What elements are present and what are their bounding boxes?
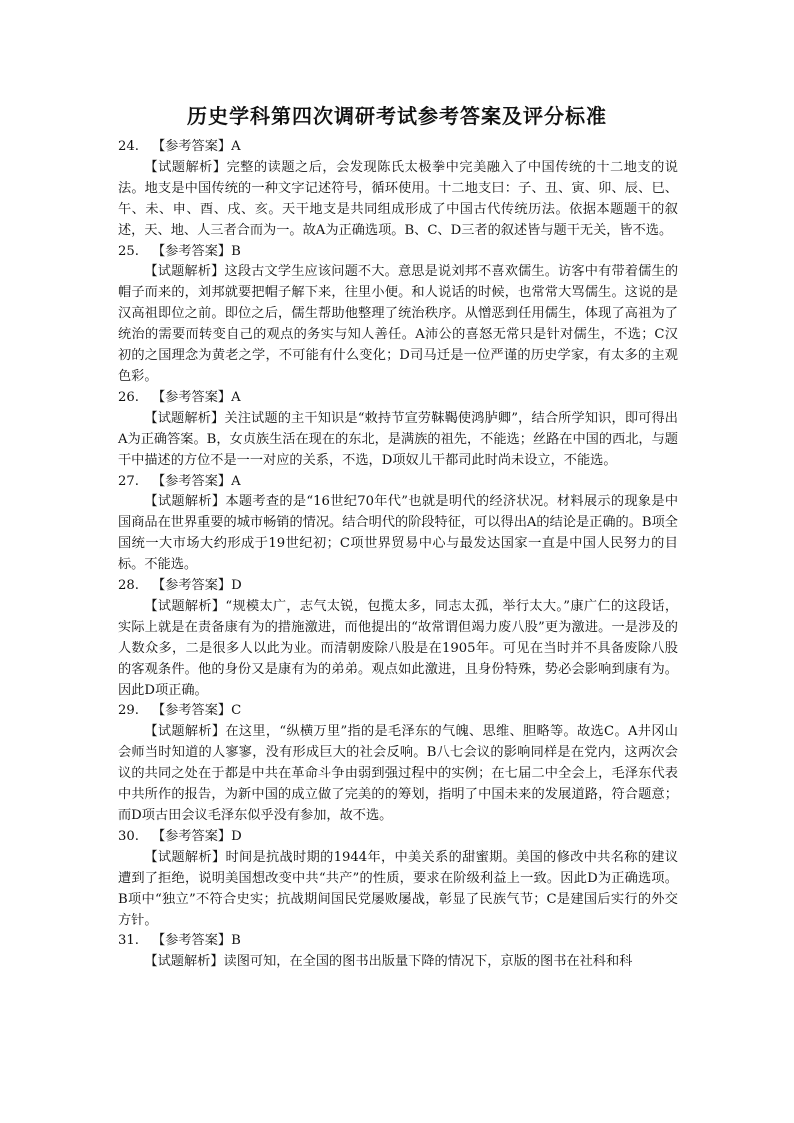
analysis-label: 【试题解析】 xyxy=(144,724,226,740)
question-number: 25. xyxy=(118,243,139,259)
analysis-label: 【试题解析】 xyxy=(144,494,226,510)
question-number: 30. xyxy=(118,828,139,844)
analysis-text: 本题考查的是“16世纪70年代”也就是明代的经济状况。材料展示的现象是中国商品在世界重要的城市畅销的情况。结合明代的阶段特征，可以得出A的结论是正确的。B项全国统一大市场大约形成于19世纪初；C项世界贸易中心与最发达国家一直是中国人民努力的目标。不能选。 xyxy=(118,494,679,573)
answer-label: 【参考答案】 xyxy=(152,243,232,259)
analysis-label: 【试题解析】 xyxy=(144,159,227,175)
analysis-label: 【试题解析】 xyxy=(144,410,225,426)
answer-label: 【参考答案】 xyxy=(152,473,232,489)
answer-list xyxy=(118,137,678,973)
answer-value: B xyxy=(231,933,241,949)
answer-value: A xyxy=(231,473,241,489)
answer-label: 【参考答案】 xyxy=(152,139,232,154)
answer-label: 【参考答案】 xyxy=(152,828,232,844)
page-title: 历史学科第四次调研考试参考答案及评分标准 xyxy=(187,104,607,128)
question-number: 28. xyxy=(118,578,139,594)
question-29 xyxy=(118,701,678,826)
analysis-label: 【试题解析】 xyxy=(144,849,226,865)
question-number: 31. xyxy=(118,933,139,949)
answer-value: D xyxy=(231,828,242,844)
question-number: 27. xyxy=(118,473,139,489)
analysis-text: 完整的读题之后，会发现陈氏太极拳中完美融入了中国传统的十二地支的说法。地支是中国传统的一种文字记述符号，循环使用。十二地支曰：子、丑、寅、卯、辰、巳、午、未、申、酉、戌、亥。天干地支是共同组成形成了中国古代传统历法。依据本题题干的叙述，天、地、人三者合而为一。故A为正确选项。B、C、D三者的叙述皆与题干无关，皆不选。 xyxy=(118,159,678,238)
question-30 xyxy=(118,827,678,932)
question-number: 26. xyxy=(118,389,139,405)
analysis-label: 【试题解析】 xyxy=(144,264,225,280)
answer-label: 【参考答案】 xyxy=(152,703,232,719)
analysis-text: 读图可知，在全国的图书出版量下降的情况下，京版的图书在社科和科 xyxy=(223,954,633,970)
analysis-label: 【试题解析】 xyxy=(144,598,226,614)
question-26 xyxy=(118,388,678,472)
answer-value: A xyxy=(231,139,241,154)
answer-value: C xyxy=(231,703,242,719)
analysis-label: 【试题解析】 xyxy=(144,954,224,970)
analysis-text: 这段古文学生应该问题不大。意思是说刘邦不喜欢儒生。访客中有带着儒生的帽子而来的，刘邦就要把帽子解下来，往里小便。和人说话的时候，也常常大骂儒生。这说的是汉高祖即位之前。即位之后，儒生帮助他整理了统治秩序。从憎恶到任用儒生，体现了高祖为了统治的需要而转变自己的观点的务实与知人善任。A沛公的喜怒无常只是针对儒生，不选；C汉初的之国理念为黄老之学，不可能有什么变化；D司马迁是一位严谨的历史学家，有太多的主观色彩。 xyxy=(118,264,679,384)
answer-value: D xyxy=(231,578,242,594)
analysis-text: 关注试题的主干知识是“敕持节宣劳靺鞨使鸿胪卿”，结合所学知识，即可得出A为正确答案。B，女贞族生活在现在的东北，是满族的祖先，不能选；丝路在中国的西北，与题干中描述的方位不是一一对应的关系，不选，D项奴儿干都司此时尚未设立，不能选。 xyxy=(118,410,678,468)
analysis-text: “规模太广，志气太锐，包揽太多，同志太孤，举行太大。”康广仁的这段话，实际上就是在责备康有为的措施激进，而他提出的“故常谓但竭力废八股”更为激进。一是涉及的人数众多，二是很多人以此为业。而清朝废除八股是在1905年。可见在当时并不具备废除八股的客观条件。他的身份又是康有为的弟弟。观点如此激进，且身份特殊，势必会影响到康有为。因此D项正确。 xyxy=(118,598,679,698)
question-number: 24. xyxy=(118,139,139,154)
question-number: 29. xyxy=(118,703,139,719)
question-25 xyxy=(118,242,678,388)
analysis-text: 时间是抗战时期的1944年，中美关系的甜蜜期。美国的修改中共名称的建议遭到了拒绝，说明美国想改变中共“共产”的性质，要求在阶级利益上一致。因此D为正确选项。B项中“独立”不符合史实；抗战期间国民党屡败屡战，彰显了民族气节；C是建国后实行的外交方针。 xyxy=(118,849,679,928)
question-28 xyxy=(118,576,678,701)
answer-label: 【参考答案】 xyxy=(152,389,232,405)
question-27 xyxy=(118,472,678,577)
answer-value: A xyxy=(231,389,241,405)
analysis-text: 在这里，“纵横万里”指的是毛泽东的气魄、思维、胆略等。故选C。A井冈山会师当时知道的人寥寥，没有形成巨大的社会反响。B八七会议的影响同样是在党内，这两次会议的共同之处在于都是中共在革命斗争由弱到强过程中的实例；在七届二中全会上，毛泽东代表中共所作的报告，为新中国的成立做了完美的的筹划，指明了中国未来的发展道路，符合题意；而D项古田会议毛泽东似乎没有参加，故不选。 xyxy=(118,724,678,823)
answer-value: B xyxy=(231,243,241,259)
question-24 xyxy=(118,137,678,242)
answer-label: 【参考答案】 xyxy=(152,933,232,949)
answer-label: 【参考答案】 xyxy=(152,578,232,594)
question-31 xyxy=(118,931,678,973)
